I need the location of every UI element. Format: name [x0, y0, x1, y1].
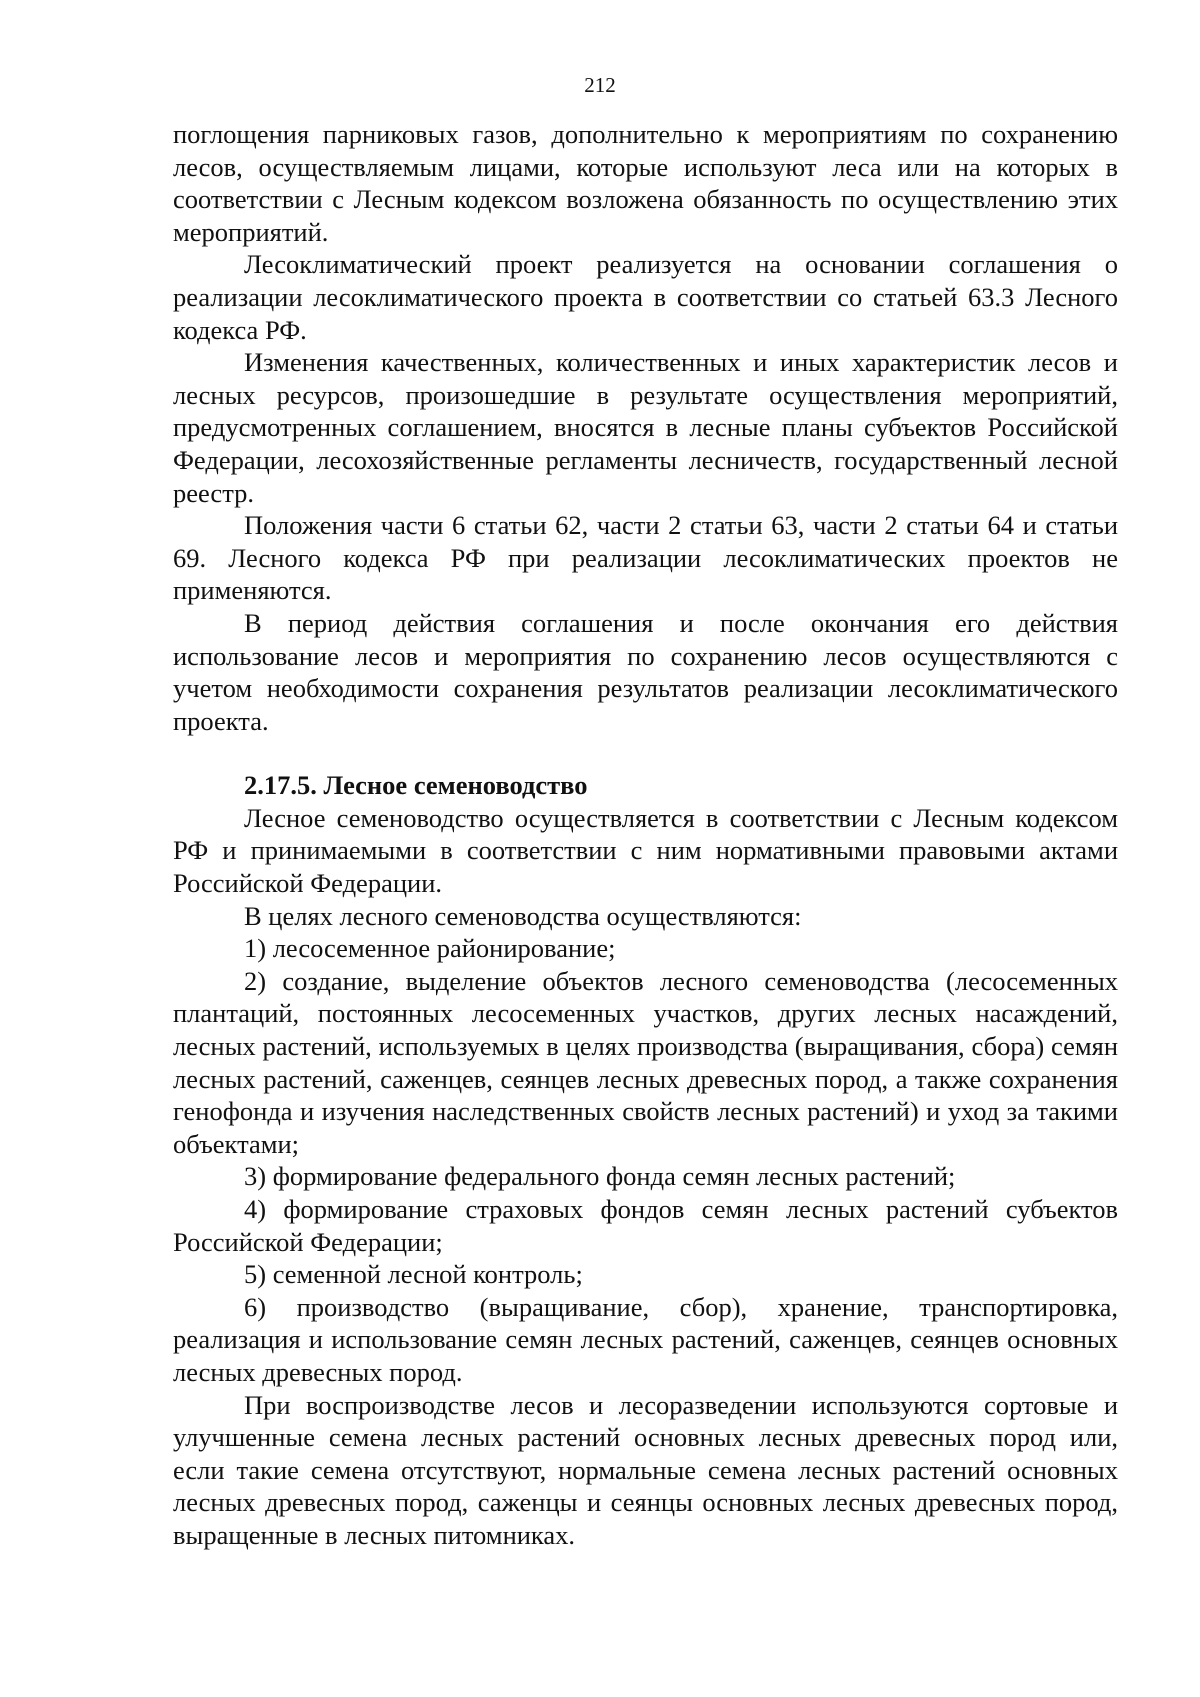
paragraph: Положения части 6 статьи 62, части 2 статьи 63, части 2 статьи 64 и статьи 69. Лесного кодекса РФ при реализации лесоклиматических проектов не применяются. [173, 510, 1118, 606]
list-item: 1) лесосеменное районирование; [244, 933, 616, 964]
paragraph: Лесоклиматический проект реализуется на основании соглашения о реализации лесоклиматического проекта в соответствии со статьей 63.3 Лесного кодекса РФ. [173, 249, 1118, 345]
list-item: 2) создание, выделение объектов лесного семеноводства (лесосеменных плантаций, постоянных лесосеменных участков, других лесных насаждений, лесных растений, используемых в целях производства (выращивания, сбора) семян лесных растений, саженцев, сеянцев лесных древесных пород, а также сохранения генофонда и изучения наследственных свойств лесных растений) и уход за такими объектами; [173, 965, 1118, 1159]
section-heading: 2.17.5. Лесное семеноводство [244, 770, 588, 801]
paragraph: Лесное семеноводство осуществляется в соответствии с Лесным кодексом РФ и принимаемыми в соответствии с ним нормативными правовыми актами Российской Федерации. [173, 802, 1118, 899]
paragraph: В целях лесного семеноводства осуществляются: [244, 900, 802, 931]
list-item: 4) формирование страховых фондов семян лесных растений субъектов Российской Федерации; [173, 1194, 1118, 1257]
paragraph: Изменения качественных, количественных и иных характеристик лесов и лесных ресурсов, произошедшие в результате осуществления мероприятий, предусмотренных соглашением, вносятся в лесные планы субъектов Российской Федерации, лесохозяйственные регламенты лесничеств, государственный лесной реестр. [173, 347, 1118, 508]
page-content [173, 118, 1118, 1552]
list-item: 3) формирование федерального фонда семян лесных растений; [244, 1161, 956, 1192]
list-item: 5) семенной лесной контроль; [244, 1259, 583, 1290]
page-number: 212 [584, 73, 616, 97]
paragraph-continuation: поглощения парниковых газов, дополнительно к мероприятиям по сохранению лесов, осуществляемым лицами, которые используют леса или на которых в соответствии с Лесным кодексом возложена обязанность по осуществлению этих мероприятий. [173, 119, 1118, 247]
list-item: 6) производство (выращивание, сбор), хранение, транспортировка, реализация и использование семян лесных растений, саженцев, сеянцев основных лесных древесных пород. [173, 1291, 1118, 1387]
paragraph: При воспроизводстве лесов и лесоразведении используются сортовые и улучшенные семена лесных растений основных лесных древесных пород или, если такие семена отсутствуют, нормальные семена лесных растений основных лесных древесных пород, саженцы и сеянцы основных лесных древесных пород, выращенные в лесных питомниках. [173, 1389, 1118, 1550]
paragraph: В период действия соглашения и после окончания его действия использование лесов и мероприятия по сохранению лесов осуществляются с учетом необходимости сохранения результатов реализации лесоклиматического проекта. [173, 607, 1118, 736]
